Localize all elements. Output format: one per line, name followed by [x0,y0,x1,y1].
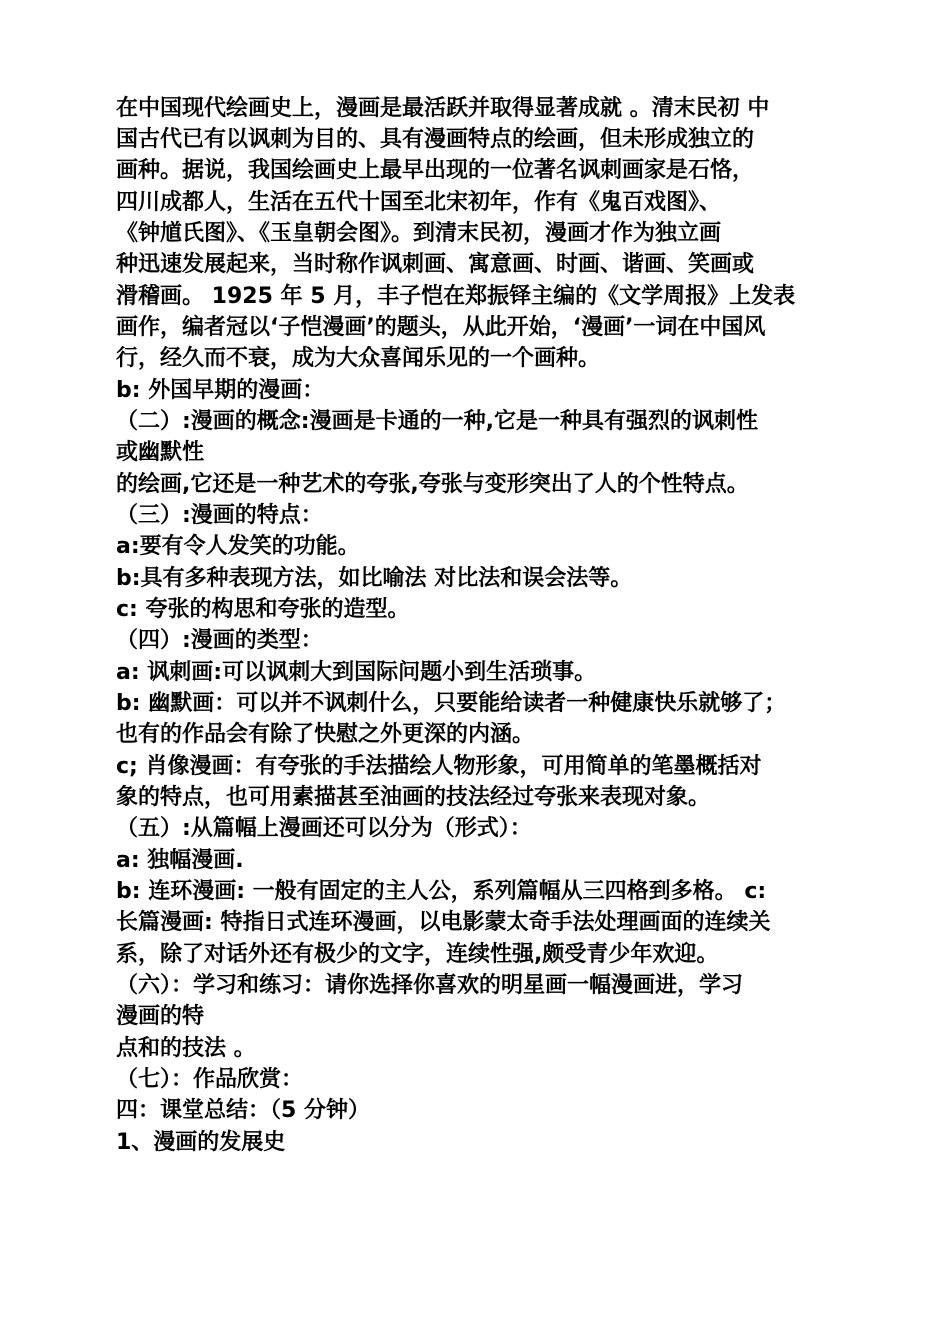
text-line: b: 外国早期的漫画： [116,378,325,403]
text-line: 的绘画,它还是一种艺术的夸张,夸张与变形突出了人的个性特点。 [116,472,749,497]
text-line: 在中国现代绘画史上，漫画是最活跃并取得显著成就 。清末民初 中 [116,96,770,121]
text-line: a:要有令人发笑的功能。 [116,534,360,559]
text-line: a: 讽刺画:可以讽刺大到国际问题小到生活琐事。 [116,660,597,685]
text-line: （五）:从篇幅上漫画还可以分为（形式）： [116,816,532,841]
text-line: 长篇漫画: 特指日式连环漫画，以电影蒙太奇手法处理画面的连续关 [116,910,771,935]
text-line: a: 独幅漫画. [116,848,244,873]
text-line: 系，除了对话外还有极少的文字，连续性强,颇受青少年欢迎。 [116,942,719,967]
text-line: 点和的技法 。 [116,1036,256,1061]
text-line: （六）：学习和练习：请你选择你喜欢的明星画一幅漫画进，学习 [116,973,744,998]
text-line: （三）:漫画的特点： [116,503,323,528]
text-line: （二）:漫画的概念:漫画是卡通的一种,它是一种具有强烈的讽刺性 [116,409,758,434]
text-line: b: 幽默画：可以并不讽刺什么，只要能给读者一种健康快乐就够了； [116,691,787,716]
text-line: 画作，编者冠以‘子恺漫画’的题头，从此开始，‘漫画’一词在中国风 [116,315,766,340]
text-line: 《钟馗氏图》、《玉皇朝会图》。到清末民初，漫画才作为独立画 [116,221,722,246]
text-line: 或幽默性 [116,440,205,465]
text-line: 漫画的特 [116,1004,205,1029]
text-line: 四川成都人，生活在五代十国至北宋初年，作有《鬼百戏图》、 [116,190,722,215]
text-line: 四：课堂总结：（5 分钟） [116,1098,370,1123]
text-line: （四）:漫画的类型： [116,628,323,653]
text-line: 象的特点，也可用素描甚至油画的技法经过夸张来表现对象。 [116,785,711,810]
text-line: 滑稽画。 1925 年 5 月，丰子恺在郑振铎主编的《文学周报》上发表 [116,284,796,309]
text-line: 画种。据说，我国绘画史上最早出现的一位著名讽刺画家是石恪， [116,158,755,183]
text-line: 也有的作品会有除了快慰之外更深的内涵。 [116,722,535,747]
text-line: （七）：作品欣赏： [116,1067,304,1092]
text-line: 行，经久而不衰，成为大众喜闻乐见的一个画种。 [116,346,601,371]
text-line: 1、漫画的发展史 [116,1130,286,1155]
text-line: c; 肖像漫画：有夸张的手法描绘人物形象，可用简单的笔墨概括对 [116,754,762,779]
text-line: 种迅速发展起来，当时称作讽刺画、寓意画、时画、谐画、笑画或 [116,252,755,277]
text-line: b: 连环漫画: 一般有固定的主人公，系列篇幅从三四格到多格。 c: [116,879,767,904]
text-line: c: 夸张的构思和夸张的造型。 [116,597,410,622]
text-line: 国古代已有以讽刺为目的、具有漫画特点的绘画，但未形成独立的 [116,127,755,152]
text-line: b:具有多种表现方法，如比喻法 对比法和误会法等。 [116,566,633,591]
